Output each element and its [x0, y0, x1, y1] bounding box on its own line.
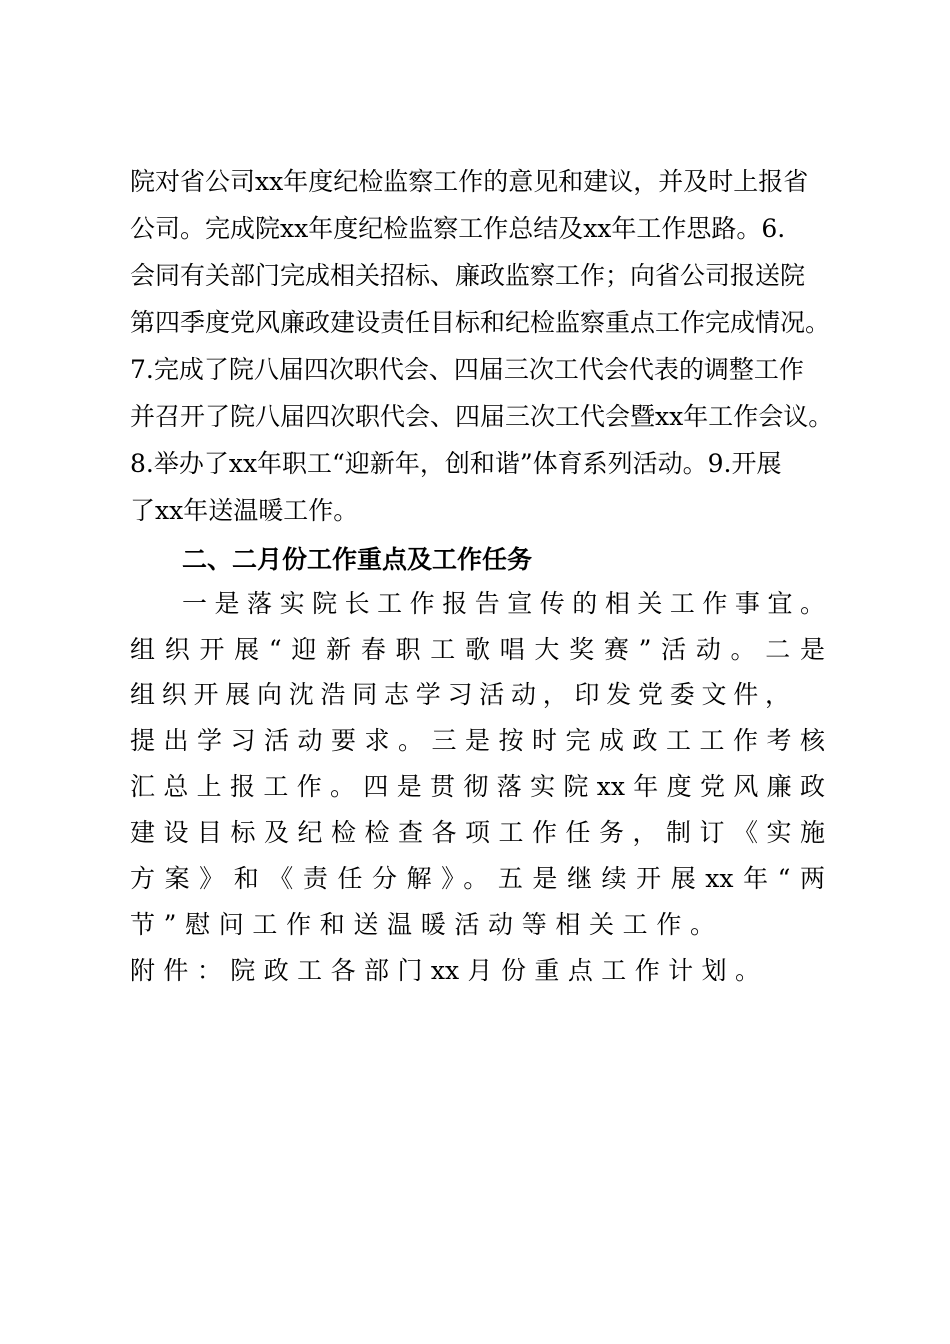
section-heading: 二、二月份工作重点及工作任务: [182, 545, 533, 574]
paragraph1-line-7: 8.举办了xx年职工“迎新年，创和谐”体育系列活动。9.开展: [130, 449, 782, 478]
paragraph2-line-6: 建设目标及纪检检查各项工作任务，制订《实施: [130, 818, 825, 847]
paragraph1-line-4: 第四季度党风廉政建设责任目标和纪检监察重点工作完成情况。: [130, 308, 831, 337]
paragraph1-line-8: 了xx年送温暖工作。: [130, 496, 359, 525]
paragraph2-line-3: 组织开展向沈浩同志学习活动，印发党委文件，: [130, 680, 790, 709]
paragraph1-line-5: 7.完成了院八届四次职代会、四届三次工代会代表的调整工作: [130, 355, 804, 384]
paragraph2-line-1: 一是落实院长工作报告宣传的相关工作事宜。: [182, 589, 825, 618]
paragraph1-line-6: 并召开了院八届四次职代会、四届三次工代会暨xx年工作会议。: [130, 402, 834, 431]
paragraph1-line-2: 公司。完成院xx年度纪检监察工作总结及xx年工作思路。6.: [130, 214, 786, 243]
paragraph2-line-7: 方案》和《责任分解》。五是继续开展xx年“两: [130, 864, 825, 893]
paragraph2-line-2: 组织开展“迎新春职工歌唱大奖赛”活动。二是: [130, 635, 825, 664]
paragraph1-line-3: 会同有关部门完成相关招标、廉政监察工作；向省公司报送院: [130, 261, 806, 290]
attachment-line: 附件：院政工各部门xx月份重点工作计划。: [130, 956, 760, 985]
paragraph2-line-8: 节”慰问工作和送温暖活动等相关工作。: [130, 910, 715, 939]
paragraph2-line-5: 汇总上报工作。四是贯彻落实院xx年度党风廉政: [130, 772, 825, 801]
paragraph2-line-4: 提出学习活动要求。三是按时完成政工工作考核: [130, 726, 825, 755]
paragraph1-line-1: 院对省公司xx年度纪检监察工作的意见和建议，并及时上报省: [130, 167, 809, 196]
